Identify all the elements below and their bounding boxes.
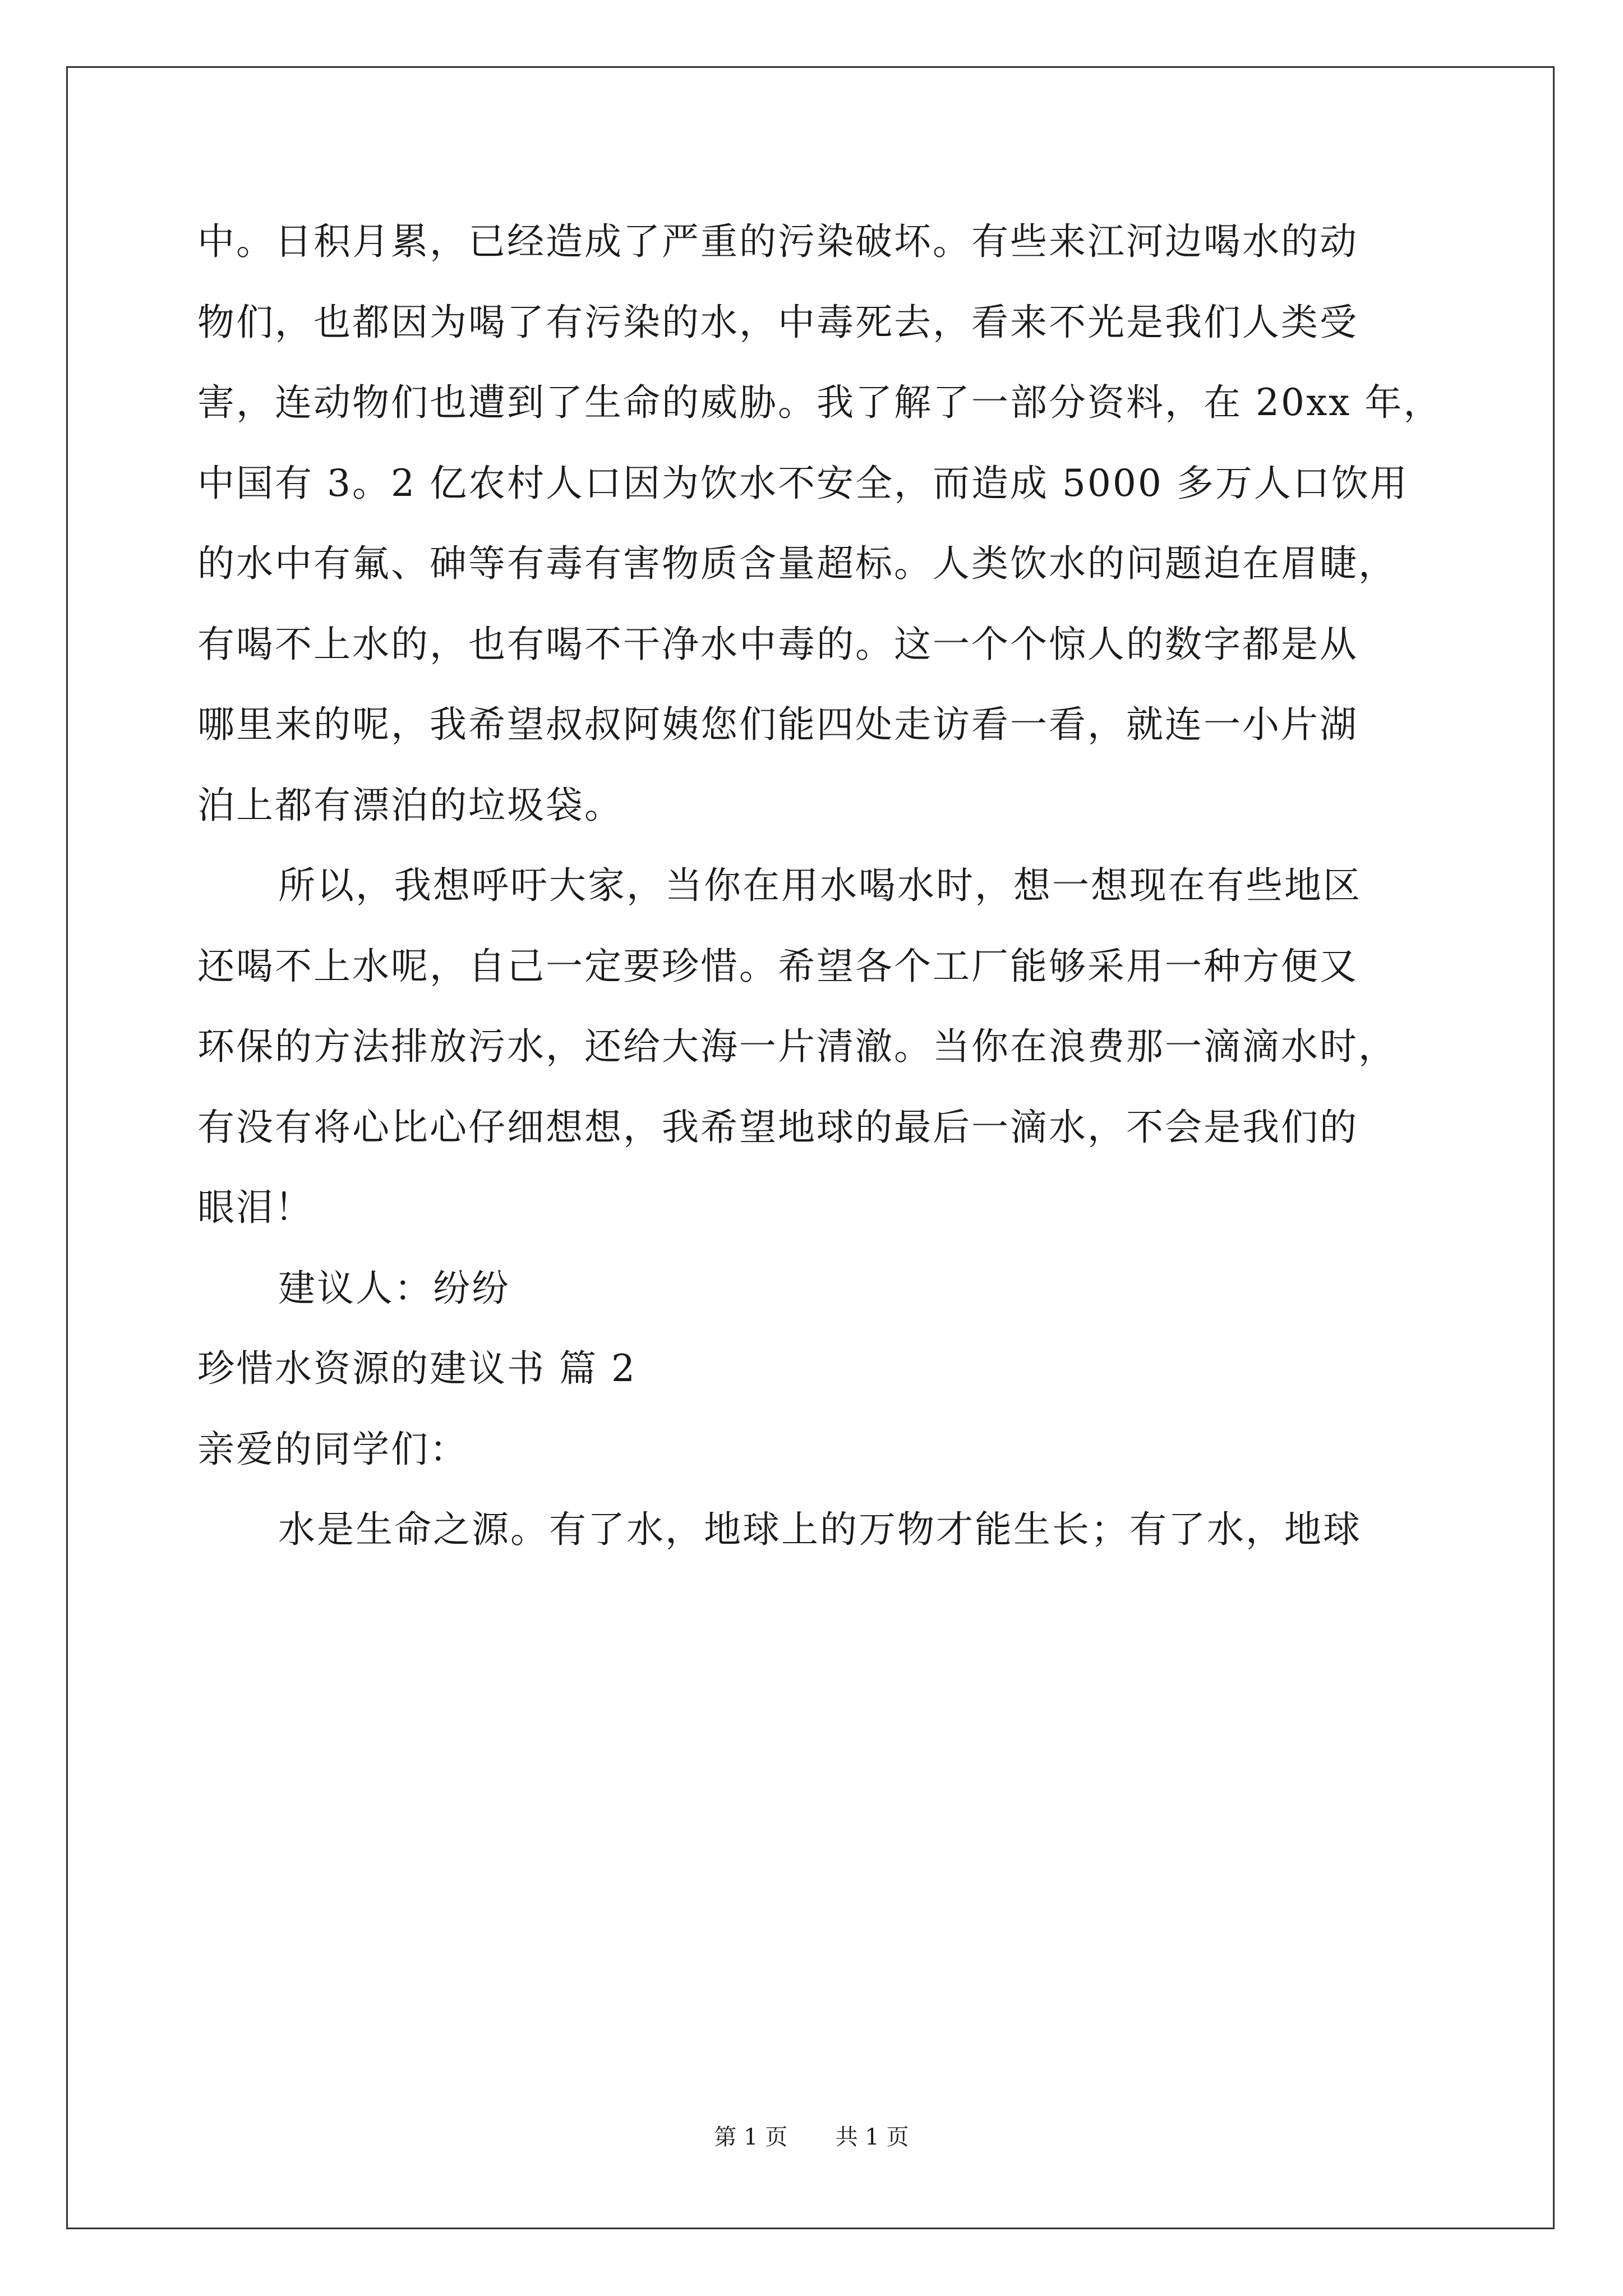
page-total: 共 1 页 [835, 2124, 909, 2150]
text-line: 哪里来的呢，我希望叔叔阿姨您们能四处走访看一看，就连一小片湖 [197, 703, 1358, 746]
text-line: 中。日积月累，已经造成了严重的污染破坏。有些来江河边喝水的动 [197, 220, 1358, 263]
signature-line: 建议人：纷纷 [278, 1266, 510, 1310]
text-line: 中国有 3。2 亿农村人口因为饮水不安全，而造成 5000 多万人口饮用 [197, 461, 1409, 505]
text-line: 有喝不上水的，也有喝不干净水中毒的。这一个个惊人的数字都是从 [197, 622, 1358, 666]
salutation-line: 亲爱的同学们： [197, 1427, 468, 1471]
page-number: 第 1 页 [714, 2124, 788, 2150]
document-body [197, 220, 1442, 1592]
paragraph-start-line: 水是生命之源。有了水，地球上的万物才能生长；有了水，地球 [278, 1508, 1362, 1551]
text-line: 泊上都有漂泊的垃圾袋。 [197, 783, 623, 827]
text-line: 的水中有氟、砷等有毒有害物质含量超标。人类饮水的问题迫在眉睫， [197, 542, 1397, 585]
text-line: 物们，也都因为喝了有污染的水，中毒死去，看来不光是我们人类受 [197, 300, 1358, 344]
text-line: 环保的方法排放污水，还给大海一片清澈。当你在浪费那一滴滴水时， [197, 1025, 1397, 1068]
paragraph-start-line: 所以，我想呼吁大家，当你在用水喝水时，想一想现在有些地区 [278, 864, 1362, 907]
text-line: 害，连动物们也遭到了生命的威胁。我了解了一部分资料，在 20xx 年， [197, 381, 1442, 424]
page-footer [0, 2126, 1623, 2148]
text-line: 眼泪！ [197, 1186, 313, 1229]
text-line: 还喝不上水呢，自己一定要珍惜。希望各个工厂能够采用一种方便又 [197, 944, 1358, 988]
section-heading: 珍惜水资源的建议书 篇 2 [197, 1347, 637, 1390]
text-line: 有没有将心比心仔细想想，我希望地球的最后一滴水，不会是我们的 [197, 1105, 1358, 1149]
